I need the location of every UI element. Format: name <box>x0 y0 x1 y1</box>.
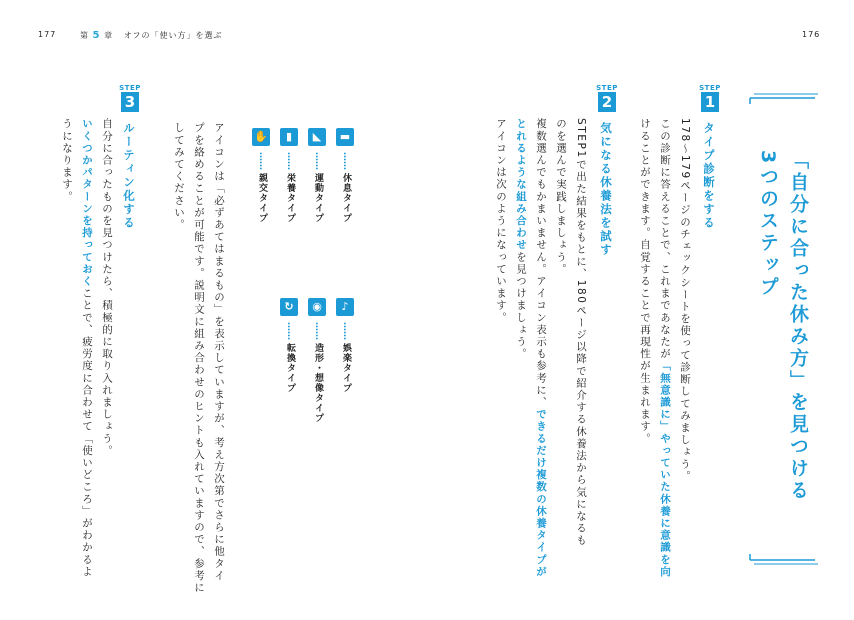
chapter-title: オフの「使い方」を選ぶ <box>123 31 223 40</box>
step-3-line-2: いくつかパターンを持っておくことで、疲労度に合わせて「使いどころ」がわかるよ <box>81 118 93 578</box>
step-2-highlight-1: できるだけ複数の休養タイプが <box>535 408 547 578</box>
chapter-prefix: 第 <box>80 31 89 40</box>
step-2-number: 2 <box>598 92 616 112</box>
legend-b-icon-leader-2: …… <box>313 322 323 344</box>
step-2-line-1: STEP1で出た結果をもとに、180ページ以降で紹介する休養法から気になるも <box>575 118 587 547</box>
page-number-right: 176 <box>802 30 821 39</box>
step-2-line-5: アイコンは次のようになっています。 <box>495 118 507 324</box>
step-2-label: STEP <box>596 84 618 92</box>
legend-a-icon-3: ▮ <box>280 128 298 146</box>
legend-a-icon-4: ✋ <box>252 128 270 146</box>
step-2-highlight-2: とれるような組み合わせ <box>515 118 527 252</box>
step-3-line-3: うになります。 <box>61 118 73 203</box>
step-1-line-1: 178〜179ページのチェックシートを使って診断してみましょう。 <box>679 118 691 483</box>
legend-a-icon-text-3: 栄養タイプ <box>285 173 295 224</box>
icon-note-line-3: してみてください。 <box>173 122 185 231</box>
step-3-highlight: いくつかパターンを持っておく <box>81 118 93 288</box>
chapter-number: 5 <box>92 30 101 41</box>
legend-b-icon-label-3 <box>284 322 297 393</box>
main-title-line-1: 「自分に合った休み方」を見つける <box>787 150 809 502</box>
legend-b-icon-label-2 <box>312 322 325 423</box>
chapter-header <box>80 30 222 41</box>
page-number-left: 177 <box>38 30 57 39</box>
step-1-number: 1 <box>701 92 719 112</box>
legend-a-icon-2: ◣ <box>308 128 326 146</box>
legend-b-icon-text-2: 造形・想像タイプ <box>313 343 323 424</box>
step-1-line-3: けることができます。自覚することで再現性が生まれます。 <box>639 118 651 445</box>
legend-b-icon-leader-1: …… <box>341 322 351 344</box>
legend-b-icon-1: ♪ <box>336 298 354 316</box>
legend-b-icon-text-1: 娯楽タイプ <box>341 343 351 394</box>
legend-a-icon-text-4: 親交タイプ <box>257 173 267 224</box>
legend-a-icon-leader-3: …… <box>285 152 295 174</box>
legend-a-icon-1: ▬ <box>336 128 354 146</box>
step-2-line-4: とれるような組み合わせを見つけましょう。 <box>515 118 527 361</box>
step-1-title: タイプ診断をする <box>702 122 716 230</box>
step-1-label: STEP <box>699 84 721 92</box>
legend-a-icon-leader-1: …… <box>341 152 351 174</box>
step-3-label: STEP <box>119 84 141 92</box>
legend-b-icon-text-3: 転換タイプ <box>285 343 295 394</box>
legend-a-icon-leader-2: …… <box>313 152 323 174</box>
step-2-line-3: 複数選んでもかまいません。アイコン表示も参考に、できるだけ複数の休養タイプが <box>535 118 547 578</box>
legend-b-icon-label-1 <box>340 322 353 393</box>
legend-a-icon-label-4 <box>256 152 269 223</box>
step-1-highlight: 「無意識に」やっていた休養に意識を向 <box>659 360 671 578</box>
legend-a-icon-label-3 <box>284 152 297 223</box>
step-3-line-1: 自分に合ったものを見つけたら、積極的に取り入れましょう。 <box>101 118 113 457</box>
main-title-line-2: 3つのステップ <box>757 150 779 299</box>
icon-note-line-2: プを絡めることが可能です。説明文に組み合わせのヒントも入れていますので、参考に <box>193 122 205 594</box>
chapter-suffix: 章 <box>104 31 114 40</box>
step-1-line-2: この診断に答えることで、これまであなたが「無意識に」やっていた休養に意識を向 <box>659 118 671 578</box>
legend-b-icon-3: ↻ <box>280 298 298 316</box>
step-2-title: 気になる休養法を試す <box>599 122 613 257</box>
legend-b-icon-leader-3: …… <box>285 322 295 344</box>
legend-a-icon-text-1: 休息タイプ <box>341 173 351 224</box>
step-2-line-2: のを選んで実践しましょう。 <box>555 118 567 276</box>
legend-a-icon-text-2: 運動タイプ <box>313 173 323 224</box>
step-3-title: ルーティン化する <box>122 122 136 230</box>
icon-note-line-1: アイコンは「必ずあてはまるもの」を表示していますが、考え方次第でさらに他タイ <box>213 122 225 582</box>
legend-b-icon-2: ◉ <box>308 298 326 316</box>
legend-a-icon-leader-4: …… <box>257 152 267 174</box>
legend-a-icon-label-1 <box>340 152 353 223</box>
legend-a-icon-label-2 <box>312 152 325 223</box>
step-3-number: 3 <box>121 92 139 112</box>
